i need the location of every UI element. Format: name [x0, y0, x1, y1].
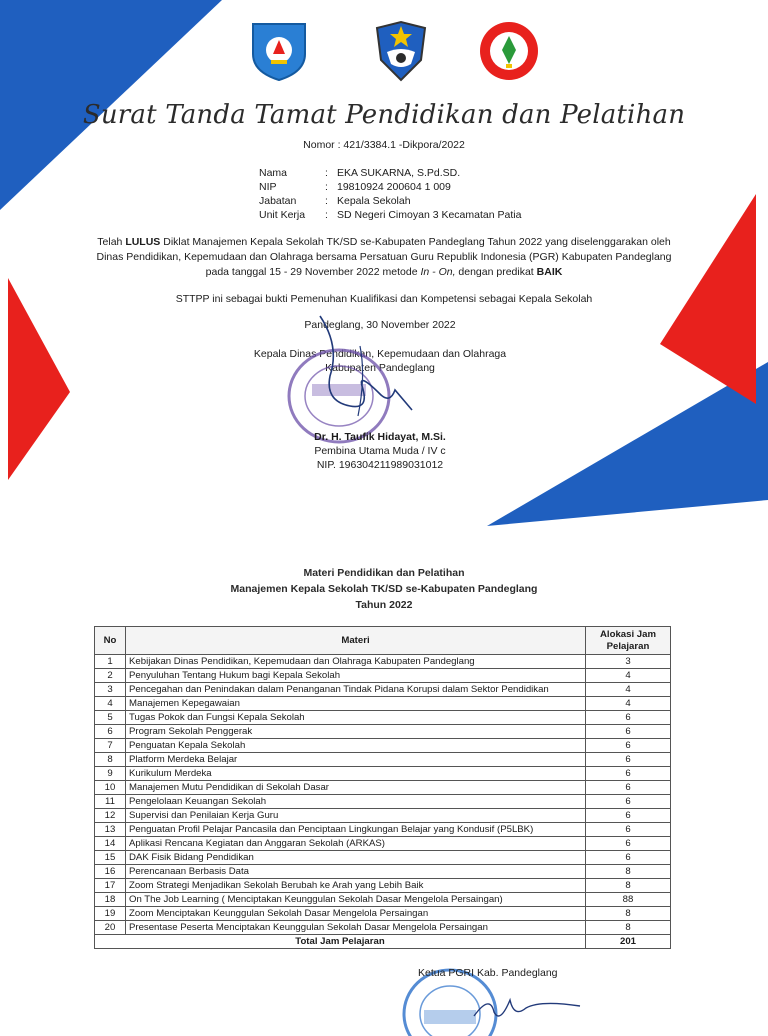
signer-office-line-1: Kepala Dinas Pendidikan, Kepemudaan dan Olahraga: [253, 348, 507, 360]
identity-key: NIP: [259, 181, 277, 193]
row-jam-pelajaran: 4: [586, 669, 671, 683]
row-materi: Aplikasi Rencana Kegiatan dan Anggaran Sekolah (ARKAS): [126, 837, 586, 851]
row-number: 4: [95, 697, 126, 711]
row-jam-pelajaran: 4: [586, 697, 671, 711]
row-materi: DAK Fisik Bidang Pendidikan: [126, 851, 586, 865]
identity-value: EKA SUKARNA, S.Pd.SD.: [337, 167, 461, 179]
row-number: 7: [95, 739, 126, 753]
header-materi: Materi: [126, 627, 586, 655]
signer-name: Dr. H. Taufik Hidayat, M.Si.: [314, 431, 446, 443]
row-materi: Program Sekolah Penggerak: [126, 725, 586, 739]
row-jam-pelajaran: 8: [586, 865, 671, 879]
row-jam-pelajaran: 6: [586, 711, 671, 725]
table-row: [95, 809, 671, 823]
pandeglang-regency-emblem: [371, 20, 431, 82]
table-row: [95, 851, 671, 865]
total-value: 201: [586, 935, 671, 949]
certificate-number: Nomor : 421/3384.1 -Dikpora/2022: [303, 139, 465, 151]
sttpp-statement: STTPP ini sebagai bukti Pemenuhan Kualifikasi dan Kompetensi sebagai Kepala Sekolah: [175, 293, 593, 305]
table-row: [95, 893, 671, 907]
identity-key: Jabatan: [259, 195, 297, 207]
table-row: [95, 767, 671, 781]
identity-value: 19810924 200604 1 009: [337, 181, 451, 193]
materi-title-3: Tahun 2022: [355, 599, 413, 611]
certificate-statement: [60, 235, 708, 280]
row-jam-pelajaran: 88: [586, 893, 671, 907]
statement-line-2: Dinas Pendidikan, Kepemudaan dan Olahraga bersama Persatuan Guru Republik Indonesia (PGR) Kabupaten Pandeglang: [96, 251, 672, 263]
signature-mark: [300, 306, 420, 446]
row-number: 13: [95, 823, 126, 837]
pgri-signer-title: Ketua PGRI Kab. Pandeglang: [418, 967, 558, 979]
table-row: [95, 795, 671, 809]
row-materi: Platform Merdeka Belajar: [126, 753, 586, 767]
identity-value: Kepala Sekolah: [337, 195, 411, 207]
identity-row-unit-kerja: [259, 208, 521, 222]
row-number: 8: [95, 753, 126, 767]
table-row: [95, 907, 671, 921]
row-jam-pelajaran: 6: [586, 767, 671, 781]
red-triangle-left: [8, 278, 70, 480]
row-number: 5: [95, 711, 126, 725]
table-header-row: [95, 627, 671, 655]
row-number: 18: [95, 893, 126, 907]
row-number: 10: [95, 781, 126, 795]
pgri-signature-mark: [470, 990, 590, 1024]
tut-wuri-handayani-logo: [249, 20, 309, 82]
signer-nip: NIP. 196304211989031012: [316, 459, 444, 471]
row-materi: Zoom Menciptakan Keunggulan Sekolah Dasar Mengelola Persaingan: [126, 907, 586, 921]
certificate-title: Surat Tanda Tamat Pendidikan dan Pelatihan: [82, 100, 686, 130]
row-number: 6: [95, 725, 126, 739]
table-row: [95, 739, 671, 753]
table-row: [95, 879, 671, 893]
row-number: 14: [95, 837, 126, 851]
statement-line-1: Telah LULUS Diklat Manajemen Kepala Sekolah TK/SD se-Kabupaten Pandeglang Tahun 2022 yang diselenggarakan oleh: [97, 236, 671, 248]
place-date: Pandeglang, 30 November 2022: [304, 319, 456, 331]
row-jam-pelajaran: 6: [586, 753, 671, 767]
header-alokasi: Alokasi Jam Pelajaran: [586, 627, 671, 655]
blue-band-bottom-right: [487, 362, 768, 526]
row-materi: Manajemen Mutu Pendidikan di Sekolah Dasar: [126, 781, 586, 795]
signer-rank: Pembina Utama Muda / IV c: [314, 445, 446, 457]
identity-colon: :: [325, 209, 328, 221]
total-label: Total Jam Pelajaran: [95, 935, 586, 949]
row-materi: Pengelolaan Keuangan Sekolah: [126, 795, 586, 809]
row-materi: Pencegahan dan Penindakan dalam Penanganan Tindak Pidana Korupsi dalam Sektor Pendidikan: [126, 683, 586, 697]
row-materi: On The Job Learning ( Menciptakan Keunggulan Sekolah Dasar Mengelola Persaingan): [126, 893, 586, 907]
row-number: 16: [95, 865, 126, 879]
row-materi: Kurikulum Merdeka: [126, 767, 586, 781]
identity-colon: :: [325, 181, 328, 193]
row-number: 3: [95, 683, 126, 697]
table-row: [95, 725, 671, 739]
materi-title-2: Manajemen Kepala Sekolah TK/SD se-Kabupaten Pandeglang: [230, 583, 538, 595]
row-jam-pelajaran: 6: [586, 725, 671, 739]
table-row: [95, 711, 671, 725]
row-jam-pelajaran: 8: [586, 907, 671, 921]
table-row: [95, 697, 671, 711]
row-number: 20: [95, 921, 126, 935]
row-materi: Kebijakan Dinas Pendidikan, Kepemudaan dan Olahraga Kabupaten Pandeglang: [126, 655, 586, 669]
row-jam-pelajaran: 6: [586, 837, 671, 851]
row-number: 12: [95, 809, 126, 823]
identity-colon: :: [325, 167, 328, 179]
identity-row-jabatan: [259, 194, 411, 208]
identity-row-nip: [259, 180, 451, 194]
table-row: [95, 921, 671, 935]
table-row: [95, 823, 671, 837]
lulus-label: LULUS: [125, 236, 161, 248]
table-row: [95, 781, 671, 795]
materi-title-1: Materi Pendidikan dan Pelatihan: [303, 567, 465, 579]
table-row: [95, 753, 671, 767]
identity-key: Unit Kerja: [259, 209, 306, 221]
materi-table: [94, 626, 671, 949]
row-jam-pelajaran: 4: [586, 683, 671, 697]
row-materi: Perencanaan Berbasis Data: [126, 865, 586, 879]
table-total-row: [95, 935, 671, 949]
header-no: No: [95, 627, 126, 655]
row-materi: Zoom Strategi Menjadikan Sekolah Berubah ke Arah yang Lebih Baik: [126, 879, 586, 893]
identity-key: Nama: [259, 167, 288, 179]
row-jam-pelajaran: 6: [586, 851, 671, 865]
table-row: [95, 837, 671, 851]
row-jam-pelajaran: 8: [586, 921, 671, 935]
row-number: 1: [95, 655, 126, 669]
row-materi: Penguatan Kepala Sekolah: [126, 739, 586, 753]
table-row: [95, 683, 671, 697]
row-number: 17: [95, 879, 126, 893]
table-row: [95, 669, 671, 683]
identity-value: SD Negeri Cimoyan 3 Kecamatan Patia: [337, 209, 522, 221]
row-jam-pelajaran: 6: [586, 823, 671, 837]
row-jam-pelajaran: 6: [586, 809, 671, 823]
row-materi: Supervisi dan Penilaian Kerja Guru: [126, 809, 586, 823]
table-row: [95, 655, 671, 669]
signer-office-line-2: Kabupaten Pandeglang: [325, 362, 435, 374]
identity-colon: :: [325, 195, 328, 207]
row-jam-pelajaran: 6: [586, 795, 671, 809]
identity-row-nama: [259, 166, 460, 180]
row-materi: Manajemen Kepegawaian: [126, 697, 586, 711]
row-number: 2: [95, 669, 126, 683]
row-materi: Penyuluhan Tentang Hukum bagi Kepala Sekolah: [126, 669, 586, 683]
table-row: [95, 865, 671, 879]
row-number: 15: [95, 851, 126, 865]
row-number: 11: [95, 795, 126, 809]
row-jam-pelajaran: 8: [586, 879, 671, 893]
row-materi: Presentase Peserta Menciptakan Keunggulan Sekolah Dasar Mengelola Persaingan: [126, 921, 586, 935]
row-materi: Tugas Pokok dan Fungsi Kepala Sekolah: [126, 711, 586, 725]
statement-line-3: pada tanggal 15 - 29 November 2022 metode In - On, dengan predikat BAIK: [205, 266, 563, 278]
row-number: 9: [95, 767, 126, 781]
row-number: 19: [95, 907, 126, 921]
row-materi: Penguatan Profil Pelajar Pancasila dan Penciptaan Lingkungan Belajar yang Kondusif (P5LBK): [126, 823, 586, 837]
row-jam-pelajaran: 6: [586, 781, 671, 795]
row-jam-pelajaran: 3: [586, 655, 671, 669]
predicate-label: BAIK: [536, 266, 563, 278]
pgri-logo: [478, 20, 540, 82]
row-jam-pelajaran: 6: [586, 739, 671, 753]
